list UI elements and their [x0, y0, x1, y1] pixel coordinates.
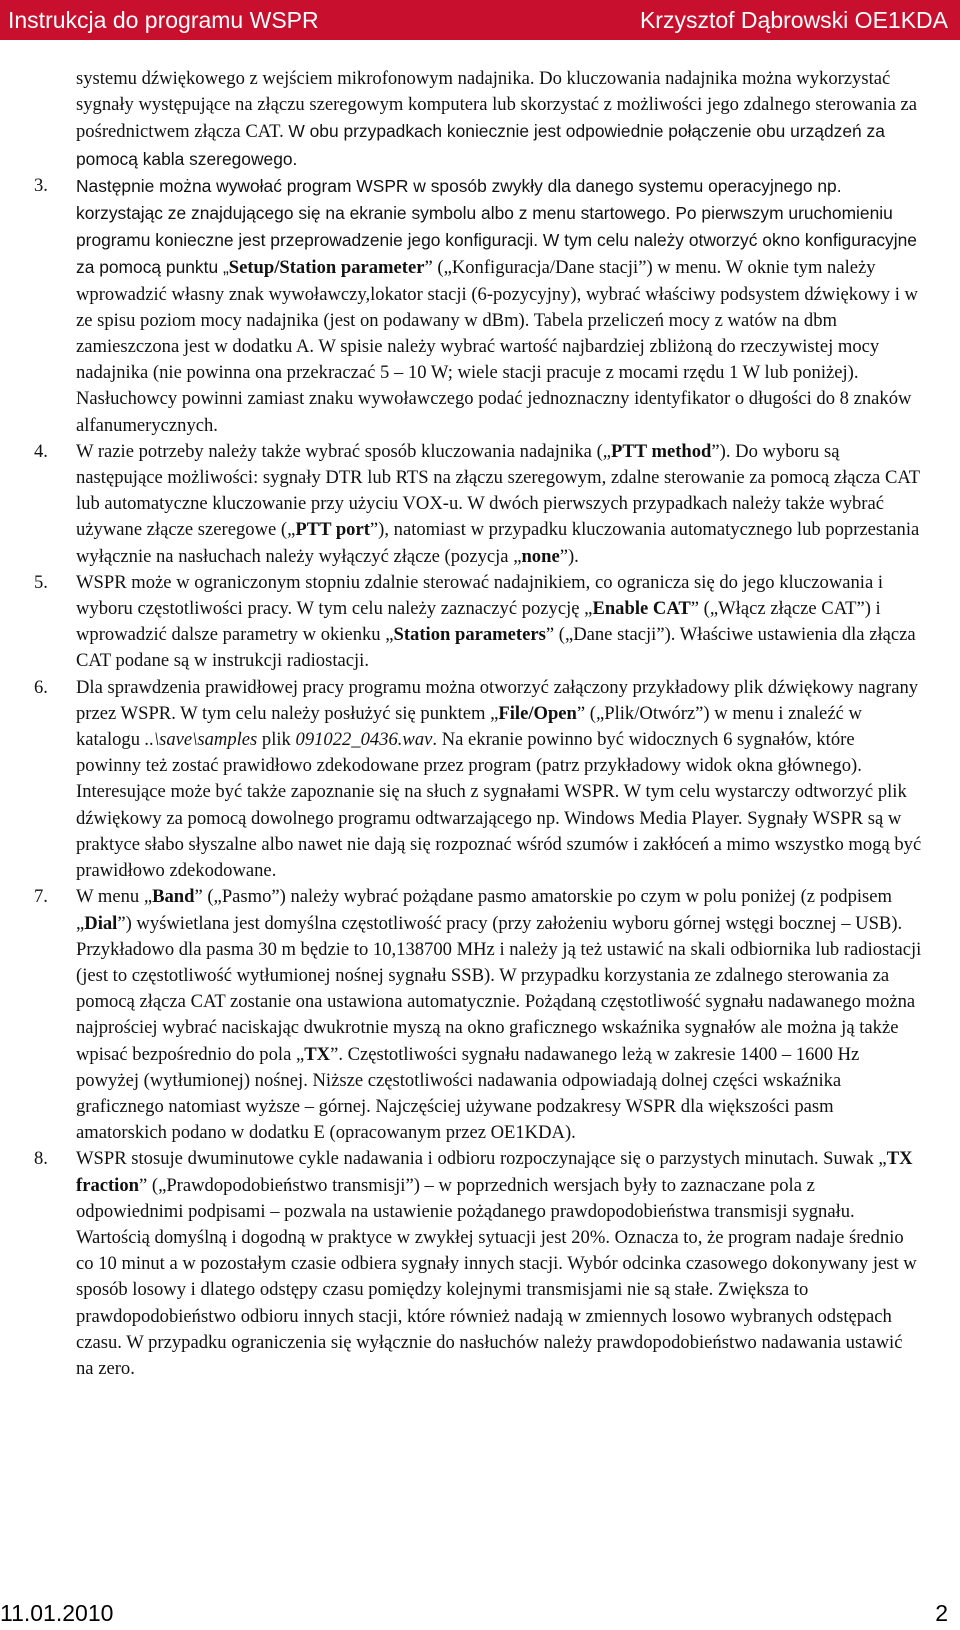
item-number: 3. [34, 174, 48, 196]
slider-tx-fraction: TX fraction [76, 1148, 913, 1196]
list-item-5 [34, 570, 924, 675]
list-item-7 [34, 884, 924, 1146]
item-text: W menu „Band” („Pasmo”) należy wybrać pożądane pasmo amatorskie po czym w polu poniżej (z podpisem „Dial”) wyświetlana jest domyślna częstotliwość pracy (przy założeniu wyboru górnej wstęgi bocznej – USB). Przykładowo dla pasma 30 m będzie to 10,138700 MHz i należy ją też ustawić na skali odbiornika lub radiostacji (jest to częstotliwość wytłumionej nośnej sygnału SSB). W przypadku korzystania ze zdalnego sterowania za pomocą złącza CAT zostanie ona ustawiona automatycznie. Pożądaną częstotliwość sygnału nadawanego można najprościej wybrać naciskając dwukrotnie myszą na okno graficznego wskaźnika sygnałów ale można ją także wpisać bezpośrednio do pola „TX”. Częstotliwości sygnału nadawanego leżą w zakresie 1400 – 1600 Hz powyżej (wytłumionej) nośnej. Niższe częstotliwości nadawania odpowiadają dolnej części wskaźnika graficznego natomiast wyższe – górnej. Najczęściej używane podzakresy WSPR dla większości pasm amatorskich podano w dodatku E (opracowanym przez OE1KDA). [76, 886, 922, 1144]
footer-date: 11.01.2010 [0, 1600, 114, 1626]
item-number: 7. [34, 886, 48, 908]
option-station-parameters: Station parameters [393, 624, 546, 646]
page-header [0, 0, 960, 40]
menu-item-setup-station: Setup/Station parameter [228, 257, 425, 279]
list-item-6 [34, 675, 924, 885]
option-enable-cat: Enable CAT [592, 598, 691, 620]
header-author: Krzysztof Dąbrowski OE1KDA [639, 7, 948, 33]
item-text: Dla sprawdzenia prawidłowej pracy programu można otworzyć załączony przykładowy plik dźwiękowy nagrany przez WSPR. W tym celu należy posłużyć się punktem „File/Open” („Plik/Otwórz”) w menu i znaleźć w katalogu ..\save\samples plik 091022_0436.wav. Na ekranie powinno być widocznych 6 sygnałów, które powinny też zostać prawidłowo zdekodowane przez program (patrz przykładowy widok okna głównego). Interesujące może być także zapoznanie się na słuch z sygnałami WSPR. W tym celu wystarczy odtworzyć plik dźwiękowy za pomocą dowolnego programu odtwarzającego np. Windows Media Player. Sygnały WSPR są w praktyce słabo słyszalne albo nawet nie dają się rozpoznać wśród szumów i zakłóceń a mimo wszystko mogą być prawidłowo zdekodowane. [76, 676, 922, 882]
option-ptt-method: PTT method [611, 440, 712, 462]
intro-sentence-1: systemu dźwiękowego z wejściem mikrofonowym nadajnika. Do kluczowania nadajnika można wykorzystać sygnały występujące na złączu szeregowym komputera lub skorzystać z możliwości jego zdalnego sterowania za pośrednictwem złącza CAT. [76, 68, 918, 143]
item-text: WSPR stosuje dwuminutowe cykle nadawania i odbioru rozpoczynające się o parzystych minutach. Suwak „TX fraction” („Prawdopodobieństwo transmisji”) – w poprzednich wersjach były to zaznaczane pola z odpowiednimi podpisami – pozwala na ustawienie pożądanego prawdopodobieństwa transmisji sygnału. Wartością domyślną i dogodną w praktyce w zwykłej sytuacji jest 20%. Oznacza to, że program nadaje średnio co 10 minut a w pozostałym czasie odbiera sygnały innych stacji. Wybór odcinka czasowego dokonywany jest w sposób losowy i dlatego odstępy czasu pomiędzy kolejnymi transmisjami nie są stałe. Zwiększa to prawdopodobieństwo odbioru innych stacji, które również nadają w zmiennych losowo wybranych odstępach czasu. W przypadku ograniczenia się wyłącznie do nasłuchów należy prawdopodobieństwo nadawania ustawić na zero. [76, 1148, 917, 1379]
item-number: 6. [34, 676, 48, 698]
item-number: 5. [34, 571, 48, 593]
sample-file-name: 091022_0436.wav [295, 729, 433, 751]
menu-item-file-open: File/Open [498, 702, 577, 724]
folder-path: ..\save\samples [144, 729, 258, 751]
list-item-3 [34, 173, 924, 439]
page-number: 2 [935, 1600, 948, 1626]
intro-sentence-2: W obu przypadkach koniecznie jest odpowiednie połączenie obu urządzeń za pomocą kabla szeregowego. [76, 121, 885, 169]
item-text: W razie potrzeby należy także wybrać sposób kluczowania nadajnika („PTT method”). Do wyboru są następujące możliwości: sygnały DTR lub RTS na złączu szeregowym, zdalne sterowanie za pomocą złącza CAT lub automatyczne kluczowanie przy użyciu VOX-u. W dwóch pierwszych przypadkach należy także wybrać używane złącze szeregowe („PTT port”), natomiast w przypadku kluczowania automatycznego lub poprzestania wyłącznie na nasłuchach należy wyłączyć złącze (pozycja „none”). [76, 440, 920, 567]
item-text: WSPR może w ograniczonym stopniu zdalnie sterować nadajnikiem, co ogranicza się do jego kluczowania i wyboru częstotliwości pracy. W tym celu należy zaznaczyć pozycję „Enable CAT” („Włącz złącze CAT”) i wprowadzić dalsze parametry w okienku „Station parameters” („Dane stacji”). Właściwe ustawienia dla złącza CAT podane są w instrukcji radiostacji. [76, 571, 916, 672]
header-title: Instrukcja do programu WSPR [8, 7, 319, 33]
document-body [34, 66, 924, 1382]
menu-item-band: Band [152, 886, 195, 908]
option-ptt-port: PTT port [295, 519, 370, 541]
field-dial: Dial [84, 912, 118, 934]
intro-paragraph [76, 66, 924, 173]
page-footer [0, 1596, 960, 1630]
item-text: Następnie można wywołać program WSPR w sposób zwykły dla danego systemu operacyjnego np. korzystając ze znajdującego się na ekranie symbolu albo z menu startowego. Po pierwszym uruchomieniu programu konieczne jest przeprowadzenie jego konfiguracji. W tym celu należy otworzyć okno konfiguracyjne za pomocą punktu „Setup/Station parameter” („Konfiguracja/Dane stacji”) w menu. W oknie tym należy wprowadzić własny znak wywoławczy,lokator stacji (6-pozycyjny), wybrać właściwy podsystem dźwiękowy i w ze spisu poziom mocy nadajnika (jest on podawany w dBm). Tabela przeliczeń mocy z watów na dbm zamieszczona jest w dodatku A. W spisie należy wybrać wartość najbardziej zbliżoną do rzeczywistej mocy nadajnika (nie powinna ona przekraczać 5 – 10 W; wiele stacji pracuje z mocami rzędu 1 W lub poniżej). Nasłuchowcy powinni zamiast znaku wywoławczego podać jednoznaczny identyfikator o długości do 8 znaków alfanumerycznych. [76, 175, 918, 436]
option-none: none [521, 545, 560, 567]
field-tx: TX [304, 1043, 331, 1065]
item-number: 4. [34, 440, 48, 462]
list-item-4 [34, 439, 924, 570]
item-number: 8. [34, 1148, 48, 1170]
list-item-8 [34, 1146, 924, 1382]
